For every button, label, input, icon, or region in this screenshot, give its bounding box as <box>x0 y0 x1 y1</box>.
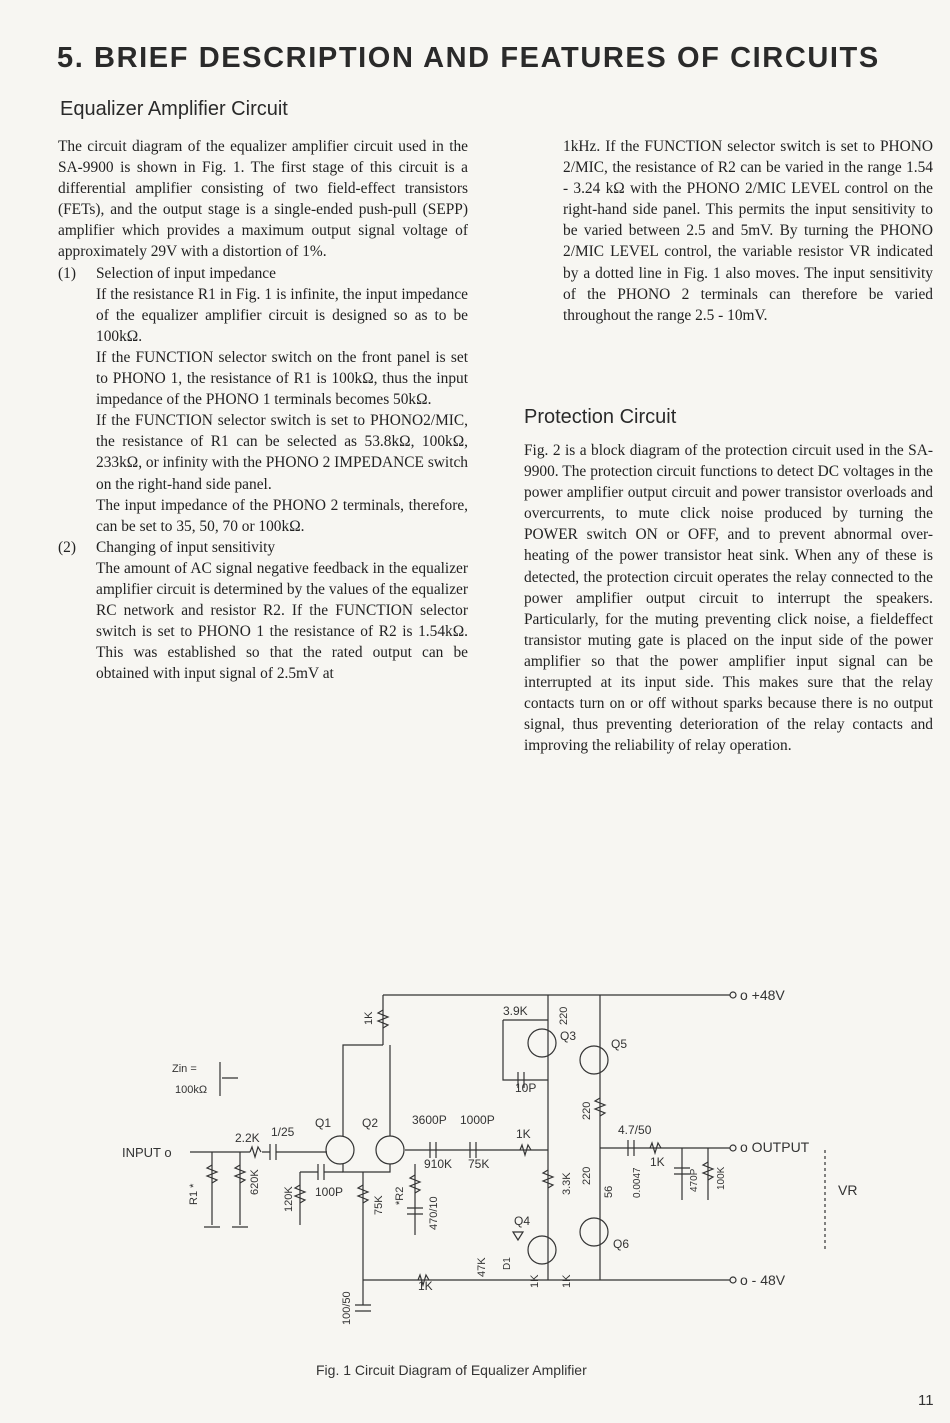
label-r1k-q6: 1K <box>561 1274 573 1288</box>
protection-body: Fig. 2 is a block diagram of the protection circuit used in the SA-9900. The protection circuit functions to detect DC voltages in the power amplifier output circuit and power transistor overloads and overcurrents, to mute click noise produced by turning the POWER switch ON or OFF, and to prevent abnormal over-heating of the power transistor heat sink. When any of these is detected, the protection circuit operates the relay connected to the power amplifier output circuit to interrupt the speakers. Particularly, for the muting preventing click noise, a fieldeffect transistor muting gate is placed on the input side of the power amplifier so that the power amplifier input signal can be interrupted at its input side. This makes sure that the relay contacts turn on or off without sparks because there is no output signal, thus preventing deterioration of the relay contacts and improving the reliability of relay operation. <box>524 442 933 755</box>
diode-icon <box>513 1232 523 1240</box>
left-column <box>58 136 468 684</box>
paragraph: If the resistance R1 in Fig. 1 is infinite, the input impedance of the equalizer amplifier circuit is designed so as to be 100kΩ. <box>96 285 468 345</box>
label-r1k-bot: 1K <box>418 1279 433 1293</box>
label-r75b: 75K <box>468 1157 490 1171</box>
label-c-in: 1/25 <box>271 1125 295 1139</box>
transistor-q6-icon <box>580 1218 608 1246</box>
list-number: (2) <box>58 538 76 556</box>
right-column-protection <box>524 440 933 756</box>
label-r1k-q4: 1K <box>529 1274 541 1288</box>
list-item-title: Changing of input sensitivity <box>96 538 276 556</box>
paragraph: The input impedance of the PHONO 2 terminals, therefore, can be set to 35, 50, 70 or 100kΩ. <box>96 496 468 535</box>
label-r1k-fb: 1K <box>516 1127 531 1141</box>
terminal-icon <box>730 1145 736 1151</box>
label-q3: Q3 <box>560 1029 577 1043</box>
label-r220a: 220 <box>558 1006 570 1025</box>
list-item-title: Selection of input impedance <box>96 264 276 282</box>
transistor-q3-icon <box>528 1029 556 1057</box>
label-q2: Q2 <box>362 1116 379 1130</box>
label-q6: Q6 <box>613 1237 630 1251</box>
label-r39: 3.9K <box>503 1004 528 1018</box>
label-vr: VR <box>838 1182 858 1198</box>
label-q1: Q1 <box>315 1116 332 1130</box>
label-c3600: 3600P <box>412 1113 447 1127</box>
page-title: 5. BRIEF DESCRIPTION AND FEATURES OF CIRCUITS <box>57 42 880 74</box>
resistor-icon <box>250 1147 261 1157</box>
label-r910: 910K <box>424 1157 453 1171</box>
list-item-2 <box>58 537 468 558</box>
transistor-q4-icon <box>528 1236 556 1264</box>
label-c100p: 100P <box>315 1185 344 1199</box>
arrow-icon <box>220 1062 238 1096</box>
label-zin-1: Zin = <box>172 1063 197 1075</box>
label-r220c: 220 <box>581 1166 593 1185</box>
label-r2: *R2 <box>394 1186 406 1205</box>
label-c0047: 0.0047 <box>632 1167 643 1198</box>
paragraph: If the FUNCTION selector switch is set to PHONO2/MIC, the resistance of R1 can be selected as 53.8kΩ, 100kΩ, 233kΩ, or infinity with the PHONO 2 IMPEDANCE switch on the right-hand side panel. <box>96 412 468 493</box>
circuit-diagram <box>0 980 950 1360</box>
label-r75a: 75K <box>373 1195 385 1215</box>
equalizer-intro: The circuit diagram of the equalizer amplifier circuit used in the SA-9900 is shown in Fig. 1. The first stage of this circuit is a differential amplifier consisting of two field-effect transistors (FETs), and the output stage is a single-ended push-pull (SEPP) amplifier which provides a maximum output signal voltage of approximately 29V with a distortion of 1%. <box>58 138 468 261</box>
label-r1k-top: 1K <box>363 1011 375 1025</box>
figure-caption: Fig. 1 Circuit Diagram of Equalizer Amplifier <box>316 1362 587 1378</box>
list-number: (1) <box>58 264 76 282</box>
transistor-q1-icon <box>326 1136 354 1164</box>
label-output: o OUTPUT <box>740 1139 810 1155</box>
label-r120: 120K <box>283 1186 295 1212</box>
label-c10p: 10P <box>515 1081 537 1095</box>
terminal-icon <box>730 1277 736 1283</box>
list-item-1 <box>58 263 468 284</box>
capacitor-icon <box>355 1280 371 1311</box>
label-r220b: 220 <box>581 1101 593 1120</box>
label-zin-2: 100kΩ <box>175 1084 208 1096</box>
right-column-top <box>563 136 933 326</box>
label-c470: 470/10 <box>428 1196 440 1230</box>
label-input: INPUT o <box>122 1145 172 1160</box>
section-heading-protection: Protection Circuit <box>524 406 677 428</box>
label-d1: D1 <box>502 1257 513 1270</box>
capacitor-icon <box>270 1144 276 1160</box>
page-number: 11 <box>918 1392 934 1409</box>
transistor-q5-icon <box>580 1046 608 1074</box>
label-q5: Q5 <box>611 1037 628 1051</box>
transistor-q2-icon <box>376 1136 404 1164</box>
label-c4750: 4.7/50 <box>618 1123 652 1137</box>
label-c1000: 1000P <box>460 1113 495 1127</box>
label-c100-50: 100/50 <box>341 1291 353 1325</box>
label-r33: 3.3K <box>561 1172 573 1195</box>
section-heading-equalizer: Equalizer Amplifier Circuit <box>60 98 288 120</box>
paragraph: 1kHz. If the FUNCTION selector switch is set to PHONO 2/MIC, the resistance of R2 can be varied in the range 1.54 - 3.24 kΩ with the PHONO 2/MIC LEVEL control on the right-hand side panel. This permits the input sensitivity to be varied between 2.5 and 5mV. By turning the PHONO 2/MIC LEVEL control, the variable resistor VR indicated by a dotted line in Fig. 1 also moves. The input sensitivity of the PHONO 2 terminals can therefore be varied throughout the range 2.5 - 10mV. <box>563 138 933 324</box>
label-vneg: o - 48V <box>740 1272 786 1288</box>
paragraph: The amount of AC signal negative feedback in the equalizer amplifier circuit is determined by the values of the equalizer RC network and resistor R2. If the FUNCTION selector switch is set to PHONO 1 the resistance of R2 is 1.54kΩ. This was established so that the rated output can be obtained with input signal of 2.5mV at <box>96 559 468 683</box>
capacitor-icon <box>300 1164 343 1180</box>
label-r56: 56 <box>603 1185 615 1198</box>
label-r620: 620K <box>249 1169 261 1195</box>
label-r100k: 100K <box>716 1166 727 1190</box>
label-r1k-out: 1K <box>650 1155 665 1169</box>
label-r-in: 2.2K <box>235 1131 260 1145</box>
terminal-icon <box>730 992 736 998</box>
label-r1: R1 * <box>188 1183 200 1205</box>
label-vpos: o +48V <box>740 987 785 1003</box>
paragraph: If the FUNCTION selector switch on the front panel is set to PHONO 1, the resistance of R1 is 100kΩ, thus the input impedance of the PHONO 1 terminals becomes 50kΩ. <box>96 348 468 409</box>
label-q4: Q4 <box>514 1214 531 1228</box>
label-c470p: 470P <box>689 1168 700 1192</box>
label-r47k: 47K <box>476 1257 488 1277</box>
